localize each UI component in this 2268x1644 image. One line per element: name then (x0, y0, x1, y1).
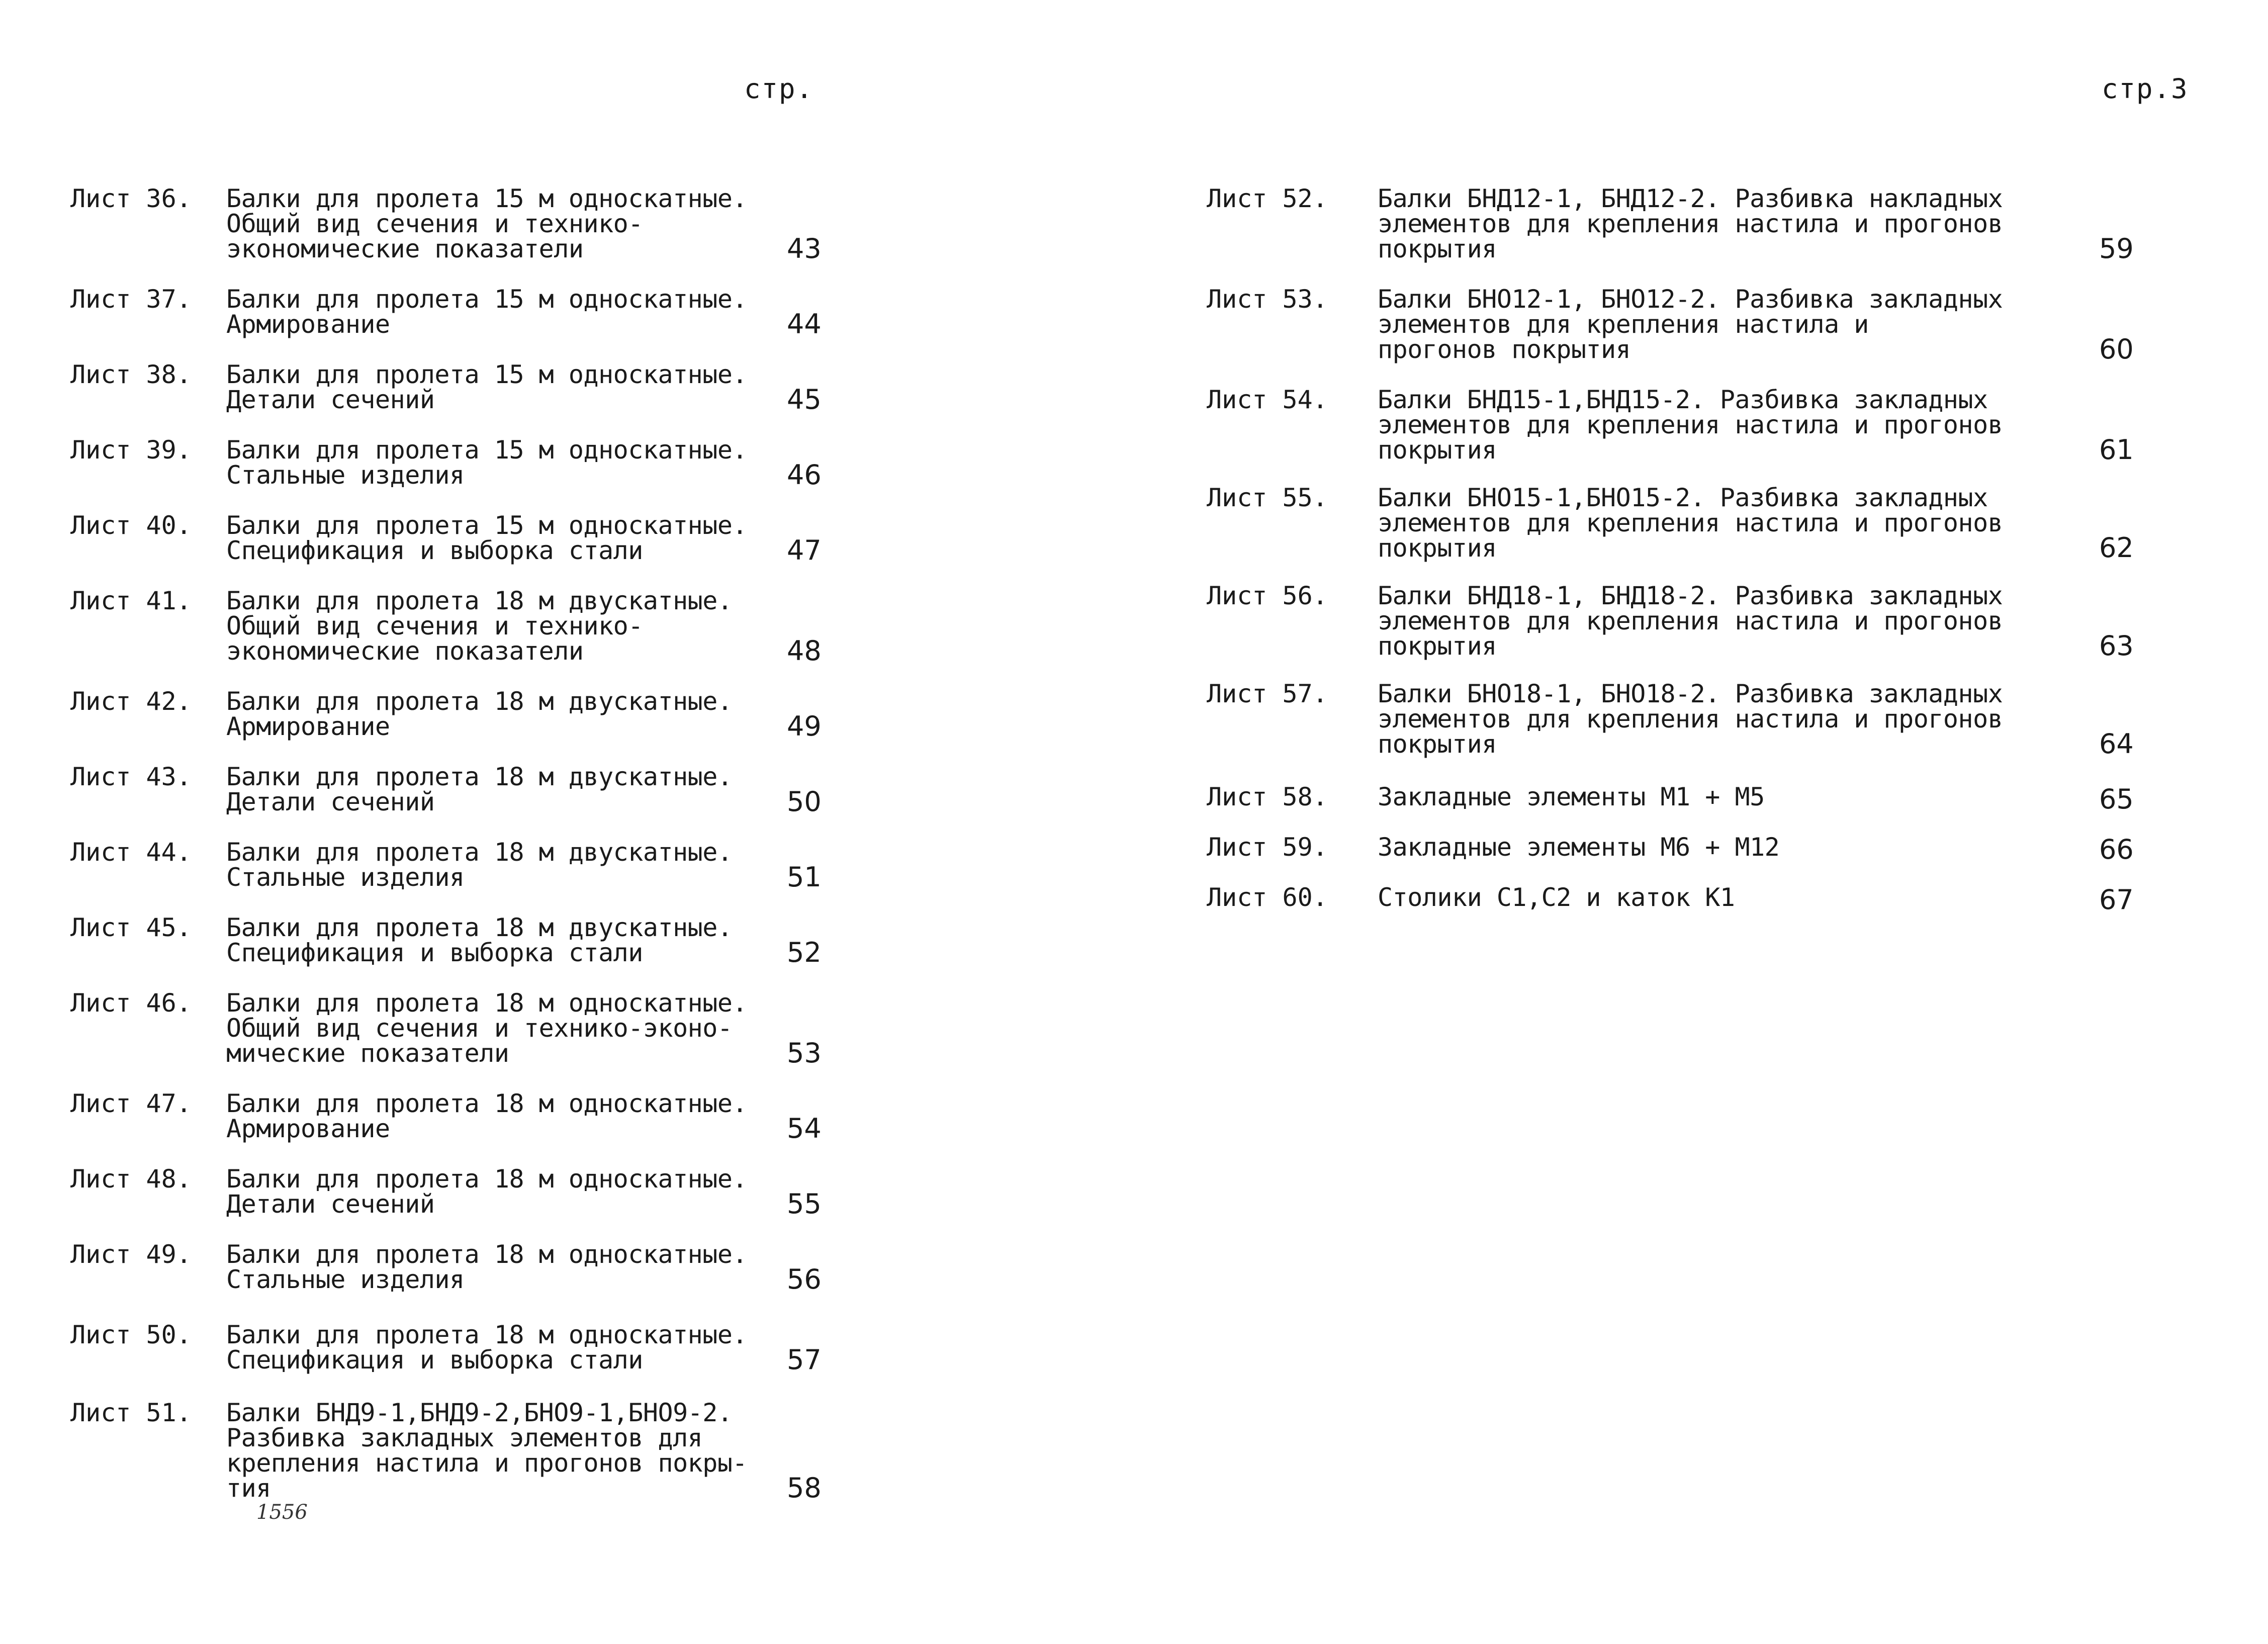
page-number: 56 (787, 1263, 822, 1295)
toc-entry (70, 1398, 855, 1504)
page-number: 44 (787, 308, 822, 340)
page-number: 45 (787, 384, 822, 415)
sheet-number: Лист 55. (1207, 483, 1328, 512)
sheet-number: Лист 45. (70, 913, 192, 942)
sheet-number: Лист 48. (70, 1164, 192, 1194)
entry-title: Балки для пролета 15 м односкатные. Спецификация и выборка стали (226, 511, 748, 565)
page-number: 46 (787, 459, 822, 491)
entry-title: Балки для пролета 18 м односкатные. Общий вид сечения и технико-эконо- мические показатели (226, 988, 748, 1068)
page-label-left: стр. (744, 73, 814, 105)
page-number: 66 (2099, 834, 2134, 865)
toc-entry (1207, 385, 2192, 466)
entry-title: Балки для пролета 18 м двускатные. Армирование (226, 687, 733, 741)
toc-entry (70, 511, 855, 566)
toc-entry (70, 762, 855, 817)
toc-entry (70, 838, 855, 893)
entry-title: Балки БНО18-1, БНО18-2. Разбивка закладных элементов для крепления настила и прогонов покрытия (1378, 679, 2003, 759)
entry-title: Балки БНД12-1, БНД12-2. Разбивка накладных элементов для крепления настила и прогонов покрытия (1378, 184, 2003, 263)
page-number: 43 (787, 233, 822, 264)
entry-title: Балки БНД9-1,БНД9-2,БНО9-1,БНО9-2. Разбивка закладных элементов для крепления настила и прогонов покры- тия (226, 1398, 748, 1503)
toc-entry (70, 1320, 855, 1376)
entry-title: Балки БНД15-1,БНД15-2. Разбивка закладных элементов для крепления настила и прогонов покрытия (1378, 385, 2003, 465)
page-number: 55 (787, 1188, 822, 1220)
page-number: 47 (787, 534, 822, 566)
toc-entry (70, 184, 855, 264)
sheet-number: Лист 39. (70, 435, 192, 465)
sheet-number: Лист 46. (70, 988, 192, 1018)
sheet-number: Лист 36. (70, 184, 192, 213)
entry-title: Балки для пролета 15 м односкатные. Детали сечений (226, 360, 748, 414)
page-number: 54 (787, 1113, 822, 1144)
sheet-number: Лист 51. (70, 1398, 192, 1427)
page-number: 63 (2099, 630, 2134, 662)
toc-entry (70, 687, 855, 742)
sheet-number: Лист 44. (70, 838, 192, 867)
entry-title: Балки БНД18-1, БНД18-2. Разбивка закладных элементов для крепления настила и прогонов покрытия (1378, 581, 2003, 661)
page-number: 58 (787, 1472, 822, 1504)
toc-entry (70, 360, 855, 415)
entry-title: Балки БНО12-1, БНО12-2. Разбивка закладных элементов для крепления настила и прогонов покрытия (1378, 285, 2003, 364)
entry-title: Балки для пролета 18 м двускатные. Стальные изделия (226, 838, 733, 892)
page-number: 53 (787, 1037, 822, 1069)
toc-entry (1207, 184, 2192, 264)
toc-entry (70, 1089, 855, 1144)
toc-entry (70, 1164, 855, 1220)
sheet-number: Лист 47. (70, 1089, 192, 1118)
entry-title: Закладные элементы М6 + М12 (1378, 833, 1780, 862)
sheet-number: Лист 42. (70, 687, 192, 716)
toc-entry (1207, 285, 2192, 365)
entry-title: Балки для пролета 18 м односкатные. Спецификация и выборка стали (226, 1320, 748, 1375)
sheet-number: Лист 50. (70, 1320, 192, 1349)
page-label-right: стр.3 (2102, 73, 2189, 105)
sheet-number: Лист 60. (1207, 883, 1328, 912)
sheet-number: Лист 57. (1207, 679, 1328, 708)
entry-title: Балки для пролета 18 м односкатные. Детали сечений (226, 1164, 748, 1219)
entry-title: Закладные элементы М1 + М5 (1378, 782, 1765, 811)
page-number: 57 (787, 1344, 822, 1376)
page-number: 50 (787, 786, 822, 817)
toc-entry (70, 586, 855, 667)
sheet-number: Лист 59. (1207, 833, 1328, 862)
page-number: 59 (2099, 233, 2134, 264)
entry-title: Балки для пролета 15 м односкатные. Стальные изделия (226, 435, 748, 490)
entry-title: Балки для пролета 18 м двускатные. Детали сечений (226, 762, 733, 816)
toc-entry (70, 435, 855, 491)
handwritten-note: 1556 (256, 1501, 308, 1524)
page-number: 67 (2099, 884, 2134, 916)
toc-entry (70, 285, 855, 340)
entry-title: Столики С1,С2 и каток К1 (1378, 883, 1735, 912)
toc-entry (1207, 483, 2192, 564)
sheet-number: Лист 49. (70, 1240, 192, 1269)
sheet-number: Лист 56. (1207, 581, 1328, 610)
sheet-number: Лист 54. (1207, 385, 1328, 414)
page-number: 61 (2099, 434, 2134, 466)
sheet-number: Лист 41. (70, 586, 192, 615)
entry-title: Балки БНО15-1,БНО15-2. Разбивка закладных элементов для крепления настила и прогонов покрытия (1378, 483, 2003, 563)
entry-title: Балки для пролета 18 м односкатные. Армирование (226, 1089, 748, 1143)
entry-title: Балки для пролета 15 м односкатные. Общий вид сечения и технико- экономические показатели (226, 184, 748, 263)
toc-entry (1207, 679, 2192, 760)
entry-title: Балки для пролета 15 м односкатные. Армирование (226, 285, 748, 339)
entry-title: Балки для пролета 18 м односкатные. Стальные изделия (226, 1240, 748, 1294)
toc-entry (70, 1240, 855, 1295)
page-number: 51 (787, 861, 822, 893)
sheet-number: Лист 37. (70, 285, 192, 314)
page-number: 62 (2099, 532, 2134, 564)
sheet-number: Лист 43. (70, 762, 192, 791)
sheet-number: Лист 52. (1207, 184, 1328, 213)
sheet-number: Лист 38. (70, 360, 192, 389)
toc-entry (70, 988, 855, 1069)
page-number: 48 (787, 635, 822, 667)
sheet-number: Лист 58. (1207, 782, 1328, 811)
page-number: 49 (787, 710, 822, 742)
toc-entry (1207, 581, 2192, 662)
page-number: 64 (2099, 728, 2134, 760)
sheet-number: Лист 40. (70, 511, 192, 540)
toc-entry (1207, 883, 2192, 916)
sheet-number: Лист 53. (1207, 285, 1328, 314)
toc-entry (1207, 833, 2192, 865)
entry-title: Балки для пролета 18 м двускатные. Спецификация и выборка стали (226, 913, 733, 967)
toc-entry (70, 913, 855, 968)
toc-entry (1207, 782, 2192, 815)
page-number: 65 (2099, 783, 2134, 815)
page-number: 60 (2099, 333, 2134, 365)
page-number: 52 (787, 937, 822, 968)
entry-title: Балки для пролета 18 м двускатные. Общий вид сечения и технико- экономические показатели (226, 586, 733, 666)
